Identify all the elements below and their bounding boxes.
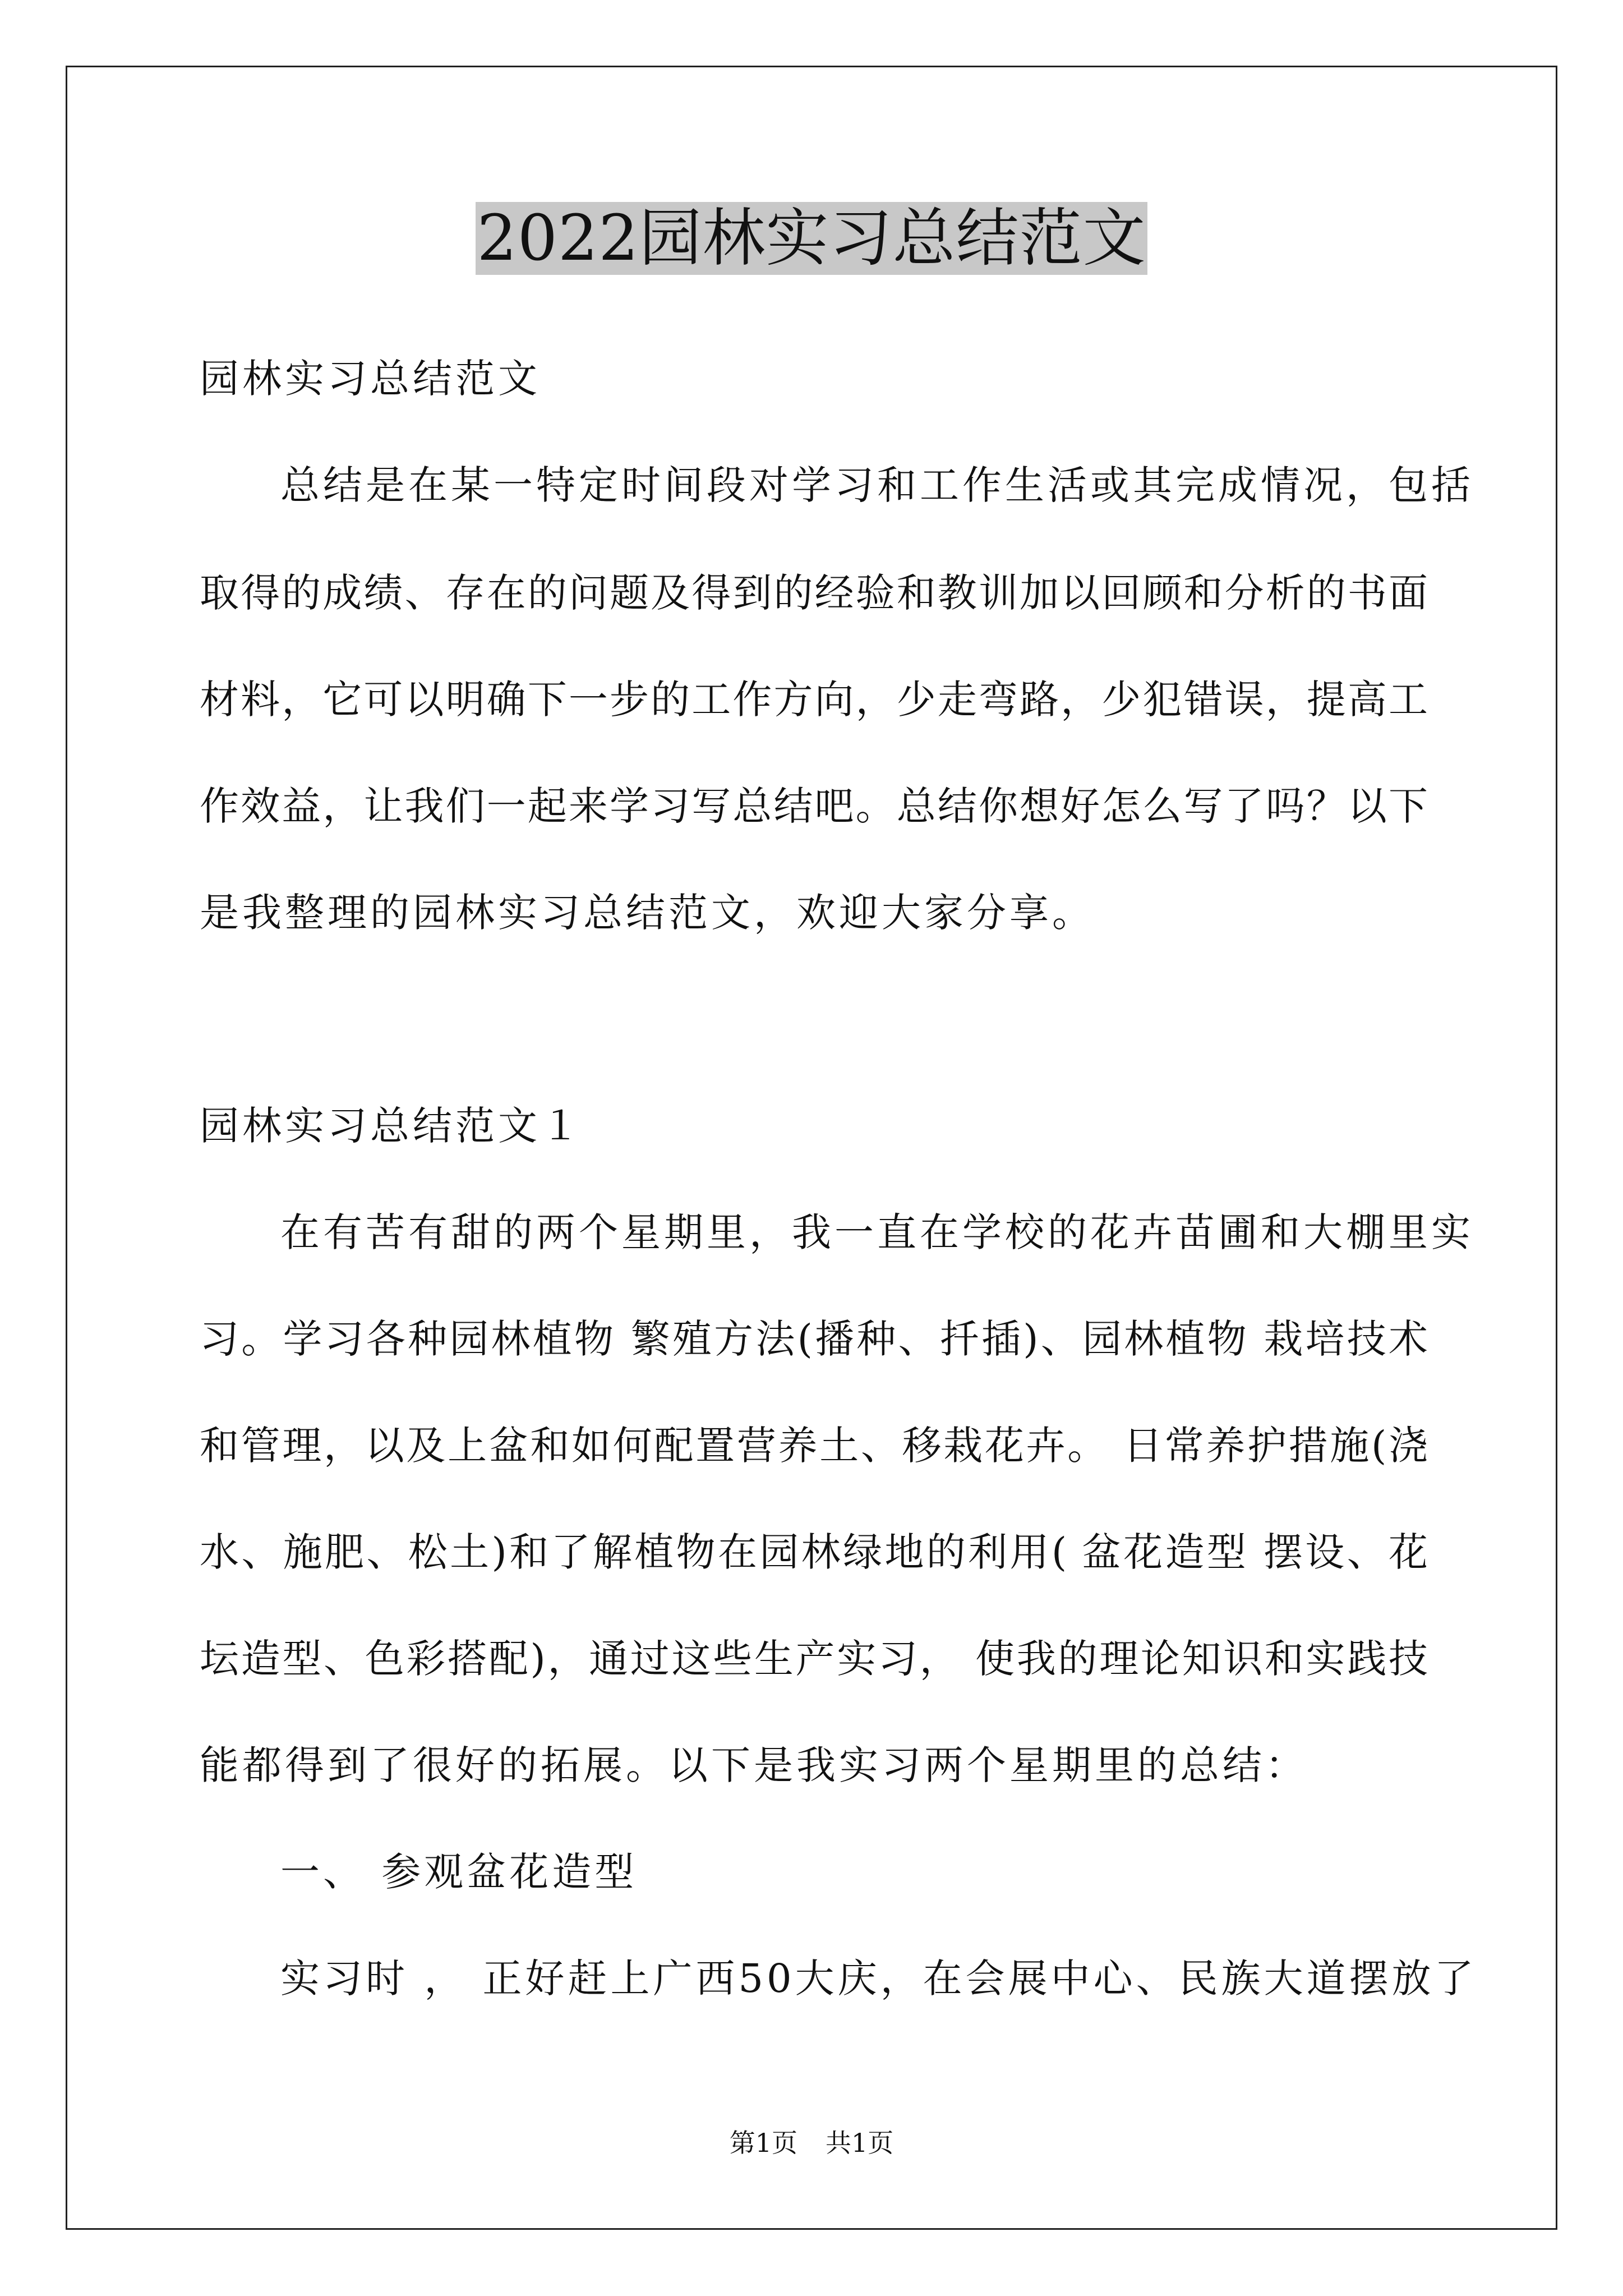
document-title: 2022园林实习总结范文 xyxy=(477,202,1146,275)
intro-line: 总结是在某一特定时间段对学习和工作生活或其完成情况，包括 xyxy=(280,462,1474,508)
subheading: 园林实习总结范文 xyxy=(200,356,541,402)
intro-line: 取得的成绩、存在的问题及得到的经验和教训加以回顾和分析的书面 xyxy=(200,570,1428,616)
page-total: 共1页 xyxy=(826,2128,894,2158)
intro-line: 是我整理的园林实习总结范文，欢迎大家分享。 xyxy=(200,890,1095,936)
body-line: 坛造型、色彩搭配)，通过这些生产实习， 使我的理论知识和实践技 xyxy=(200,1636,1428,1682)
body-line-last: 实习时 ， 正好赶上广西50大庆，在会展中心、民族大道摆放了 xyxy=(280,1955,1477,2001)
body-line: 能都得到了很好的拓展。以下是我实习两个星期里的总结： xyxy=(200,1742,1308,1788)
page-footer xyxy=(0,2126,1623,2160)
body-line: 在有苦有甜的两个星期里，我一直在学校的花卉苗圃和大棚里实 xyxy=(280,1209,1474,1255)
title-container xyxy=(0,202,1623,275)
item-heading: 一、 参观盆花造型 xyxy=(280,1849,638,1895)
page-number: 第1页 xyxy=(729,2128,797,2158)
intro-line: 作效益，让我们一起来学习写总结吧。总结你想好怎么写了吗？以下 xyxy=(200,783,1428,829)
body-line: 水、施肥、松土)和了解植物在园林绿地的利用( 盆花造型 摆设、花 xyxy=(200,1529,1428,1575)
section-heading: 园林实习总结范文１ xyxy=(200,1103,583,1149)
body-line: 习。学习各种园林植物 繁殖方法(播种、扦插)、园林植物 栽培技术 xyxy=(200,1316,1428,1362)
body-line: 和管理，以及上盆和如何配置营养土、移栽花卉。 日常养护措施(浇 xyxy=(200,1423,1428,1469)
intro-line: 材料，它可以明确下一步的工作方向，少走弯路，少犯错误，提高工 xyxy=(200,677,1428,723)
